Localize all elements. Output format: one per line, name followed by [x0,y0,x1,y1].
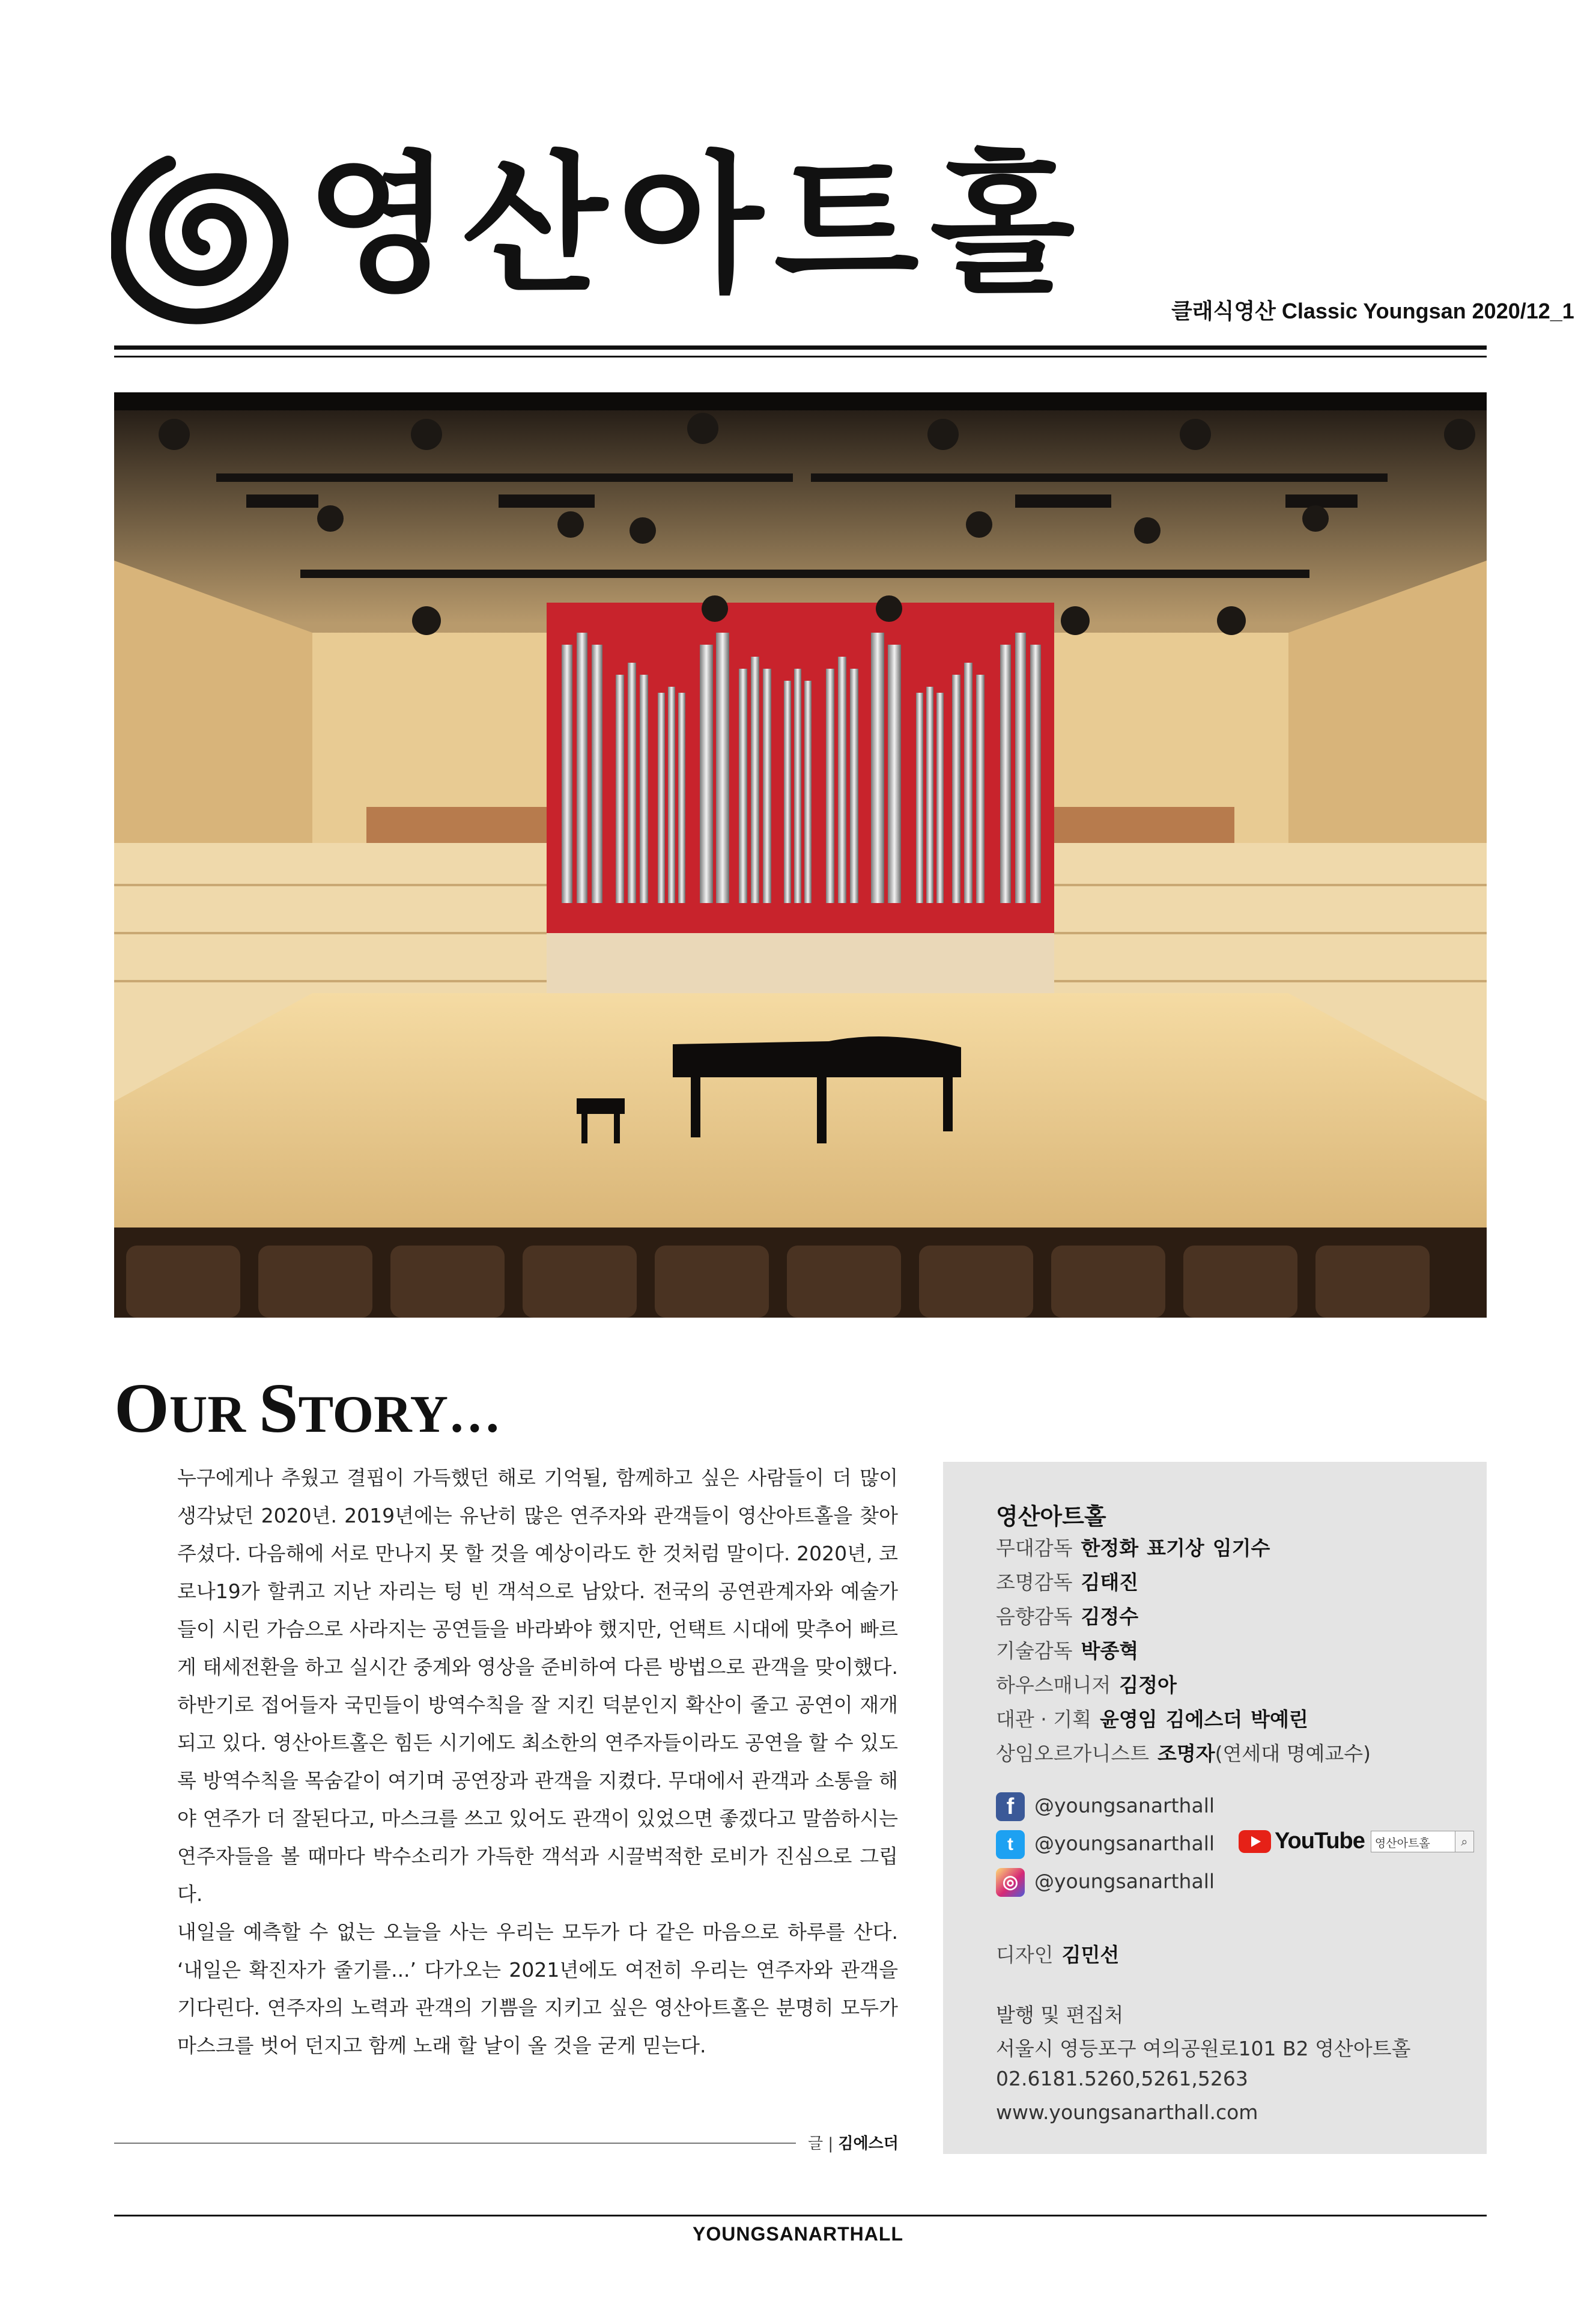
story-paragraph: 누구에게나 추웠고 결핍이 가득했던 해로 기억될, 함께하고 싶은 사람들이 더 많이 생각났던 2020년. 2019년에는 유난히 많은 연주자와 관객들이 영산아트홀을 찾아주셨다. 다음해에 서로 만나지 못 할 것을 예상이라도 한 것처럼 말이다. 2020년, 코로나19가 할퀴고 지난 자리는 텅 빈 객석으로 남았다. 전국의 공연관계자와 예술가들이 시린 가슴으로 사라지는 공연들을 바라봐야 했지만, 언택트 시대에 맞추어 빠르게 태세전환을 하고 실시간 중계와 영상을 준비하여 다른 방법으로 관객을 맞이했다. 하반기로 접어들자 국민들이 방역수칙을 잘 지킨 덕분인지 확산이 줄고 공연이 재개되고 있다. 영산아트홀은 힘든 시기에도 최소한의 연주자들이라도 공연을 할 수 있도록 방역수칙을 목숨같이 여기며 공연장과 관객을 지켰다. 무대에서 관객과 소통을 해야 연주가 더 잘된다고, 마스크를 쓰고 있어도 관객이 있었으면 좋겠다고 말씀하시는 연주자들을 볼 때마다 박수소리가 가득한 객석과 시끌벅적한 로비가 진심으로 그립다. [177,1466,898,1906]
website-link[interactable]: www.youngsanarthall.com [996,2101,1258,2124]
instagram-icon: ◎ [996,1868,1025,1897]
credit-row: 음향감독 김정수 [996,1605,1139,1628]
masthead-rule-thin [114,356,1487,357]
credits-box [943,1462,1487,2154]
credit-row: 무대감독 한정화 표기상 임기수 [996,1536,1270,1560]
social-instagram[interactable]: ◎ @youngsanarthall [996,1868,1215,1897]
credit-row-organist: 상임오르가니스트 조명자(연세대 명예교수) [996,1742,1371,1765]
designer-row: 디자인 김민선 [996,1943,1120,1967]
youtube-play-icon [1239,1830,1271,1853]
masthead-title: 영산아트홀 [306,138,1086,312]
youtube-search-box[interactable]: 영산아트홀 ⌕ [1371,1831,1474,1852]
search-icon: ⌕ [1455,1831,1473,1852]
footer-rule [114,2215,1487,2216]
social-twitter[interactable]: t @youngsanarthall [996,1830,1215,1859]
byline-rule [114,2143,796,2144]
credit-row: 하우스매니저 김정아 [996,1673,1177,1697]
credit-row: 기술감독 박종혁 [996,1639,1139,1663]
address: 서울시 영등포구 여의공원로101 B2 영산아트홀 [996,2037,1411,2060]
issue-line: 클래식영산 Classic Youngsan 2020/12_1 [1171,299,1574,323]
spiral-logo-icon [111,150,291,324]
story-body [177,1459,898,2064]
footer-text: YOUNGSANARTHALL [693,2223,903,2245]
credits-title: 영산아트홀 [996,1503,1106,1530]
publisher-label: 발행 및 편집처 [996,2003,1124,2027]
credit-row: 대관 · 기획 윤영임 김에스더 박예린 [996,1708,1308,1731]
credit-row: 조명감독 김태진 [996,1571,1139,1594]
phone: 02.6181.5260,5261,5263 [996,2067,1248,2090]
facebook-icon: f [996,1792,1025,1821]
twitter-icon: t [996,1830,1025,1859]
social-facebook[interactable]: f @youngsanarthall [996,1792,1215,1821]
byline: 글 | 김에스더 [808,2135,899,2153]
story-paragraph: 내일을 예측할 수 없는 오늘을 사는 우리는 모두가 다 같은 마음으로 하루를 산다. ‘내일은 확진자가 줄기를...’ 다가오는 2021년에도 여전히 우리는 연주자와 관객을 기다린다. 연주자의 노력과 관객의 기쁨을 지키고 싶은 영산아트홀은 분명히 모두가 마스크를 벗어 던지고 함께 노래 할 날이 올 것을 굳게 믿는다. [177,1920,898,2057]
youtube-channel[interactable]: YouTube 영산아트홀 ⌕ [1239,1828,1474,1854]
our-story-heading: OUR STORY… [114,1369,502,1447]
masthead-rule-thick [114,345,1487,350]
concert-hall-stage-photo [114,392,1487,1318]
